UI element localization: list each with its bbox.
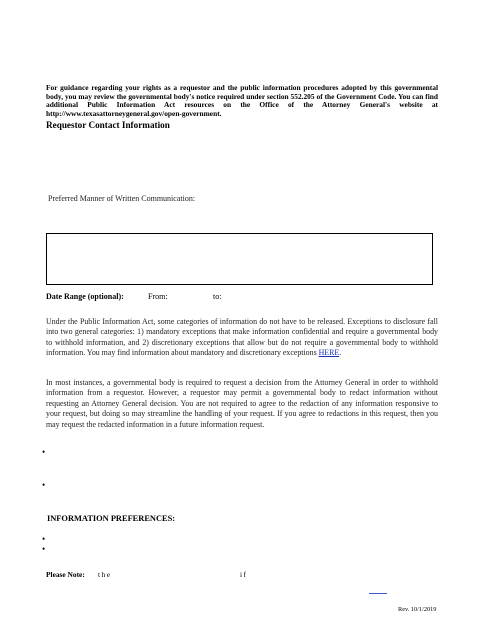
redaction-option-bullet-2: • — [42, 480, 46, 490]
blank-link-underline[interactable] — [369, 593, 387, 594]
information-preferences-heading: INFORMATION PREFERENCES: — [47, 514, 176, 523]
guidance-text-end: . — [219, 108, 222, 118]
exceptions-here-link[interactable]: HERE — [318, 348, 340, 358]
date-to-label: to: — [213, 292, 222, 301]
please-note-label: Please Note: — [46, 570, 85, 579]
date-from-label: From: — [148, 292, 168, 301]
preferred-manner-label: Preferred Manner of Written Communication: — [48, 194, 196, 203]
oag-open-government-link[interactable]: http://www.texasattorneygeneral.gov/open-government — [46, 108, 220, 118]
guidance-text: For guidance regarding your rights as a requestor and the public information procedures adopted by this governmental body, you may review the governmental body's notice required under section 552.205 of the Government Code. You can find additional Public Information Act resources on the Office of the Attorney General's website at — [46, 83, 438, 110]
guidance-paragraph — [46, 84, 438, 118]
redaction-paragraph: In most instances, a governmental body is required to request a decision from the Attorney General in order to withhold information from a requestor. However, a requestor may permit a governmental body to redact information without requesting an Attorney General decision. You are not required to agree to the redaction of any information responsive to your request, but doing so may streamline the handling of your request. If you agree to redactions in this request, then you may request the redacted information in a future information request. — [46, 378, 438, 429]
exceptions-paragraph — [46, 317, 438, 359]
exceptions-text-end: . — [339, 348, 342, 358]
preference-bullet-1: • — [42, 534, 46, 544]
requestor-contact-heading: Requestor Contact Information — [46, 120, 170, 130]
preference-bullet-2: • — [42, 544, 46, 554]
date-range-label-text: Date Range (optional): — [46, 292, 124, 301]
date-range-label — [46, 292, 124, 301]
request-description-field[interactable] — [46, 233, 433, 285]
note-text-the: the — [98, 570, 112, 579]
note-text-if: if — [240, 570, 248, 579]
revision-date: Rev. 10/1/2019 — [398, 606, 437, 613]
exceptions-text: Under the Public Information Act, some categories of information do not have to be released. Exceptions to disclosure fall into two general categories: 1) mandatory exceptions that make information confidential and require a governmental body to withhold information, and 2) discretionary exceptions that allow but do not require a governmental body to withhold information. You may find information about mandatory and discretionary exceptions — [46, 317, 438, 358]
redaction-option-bullet-1: • — [42, 447, 46, 457]
